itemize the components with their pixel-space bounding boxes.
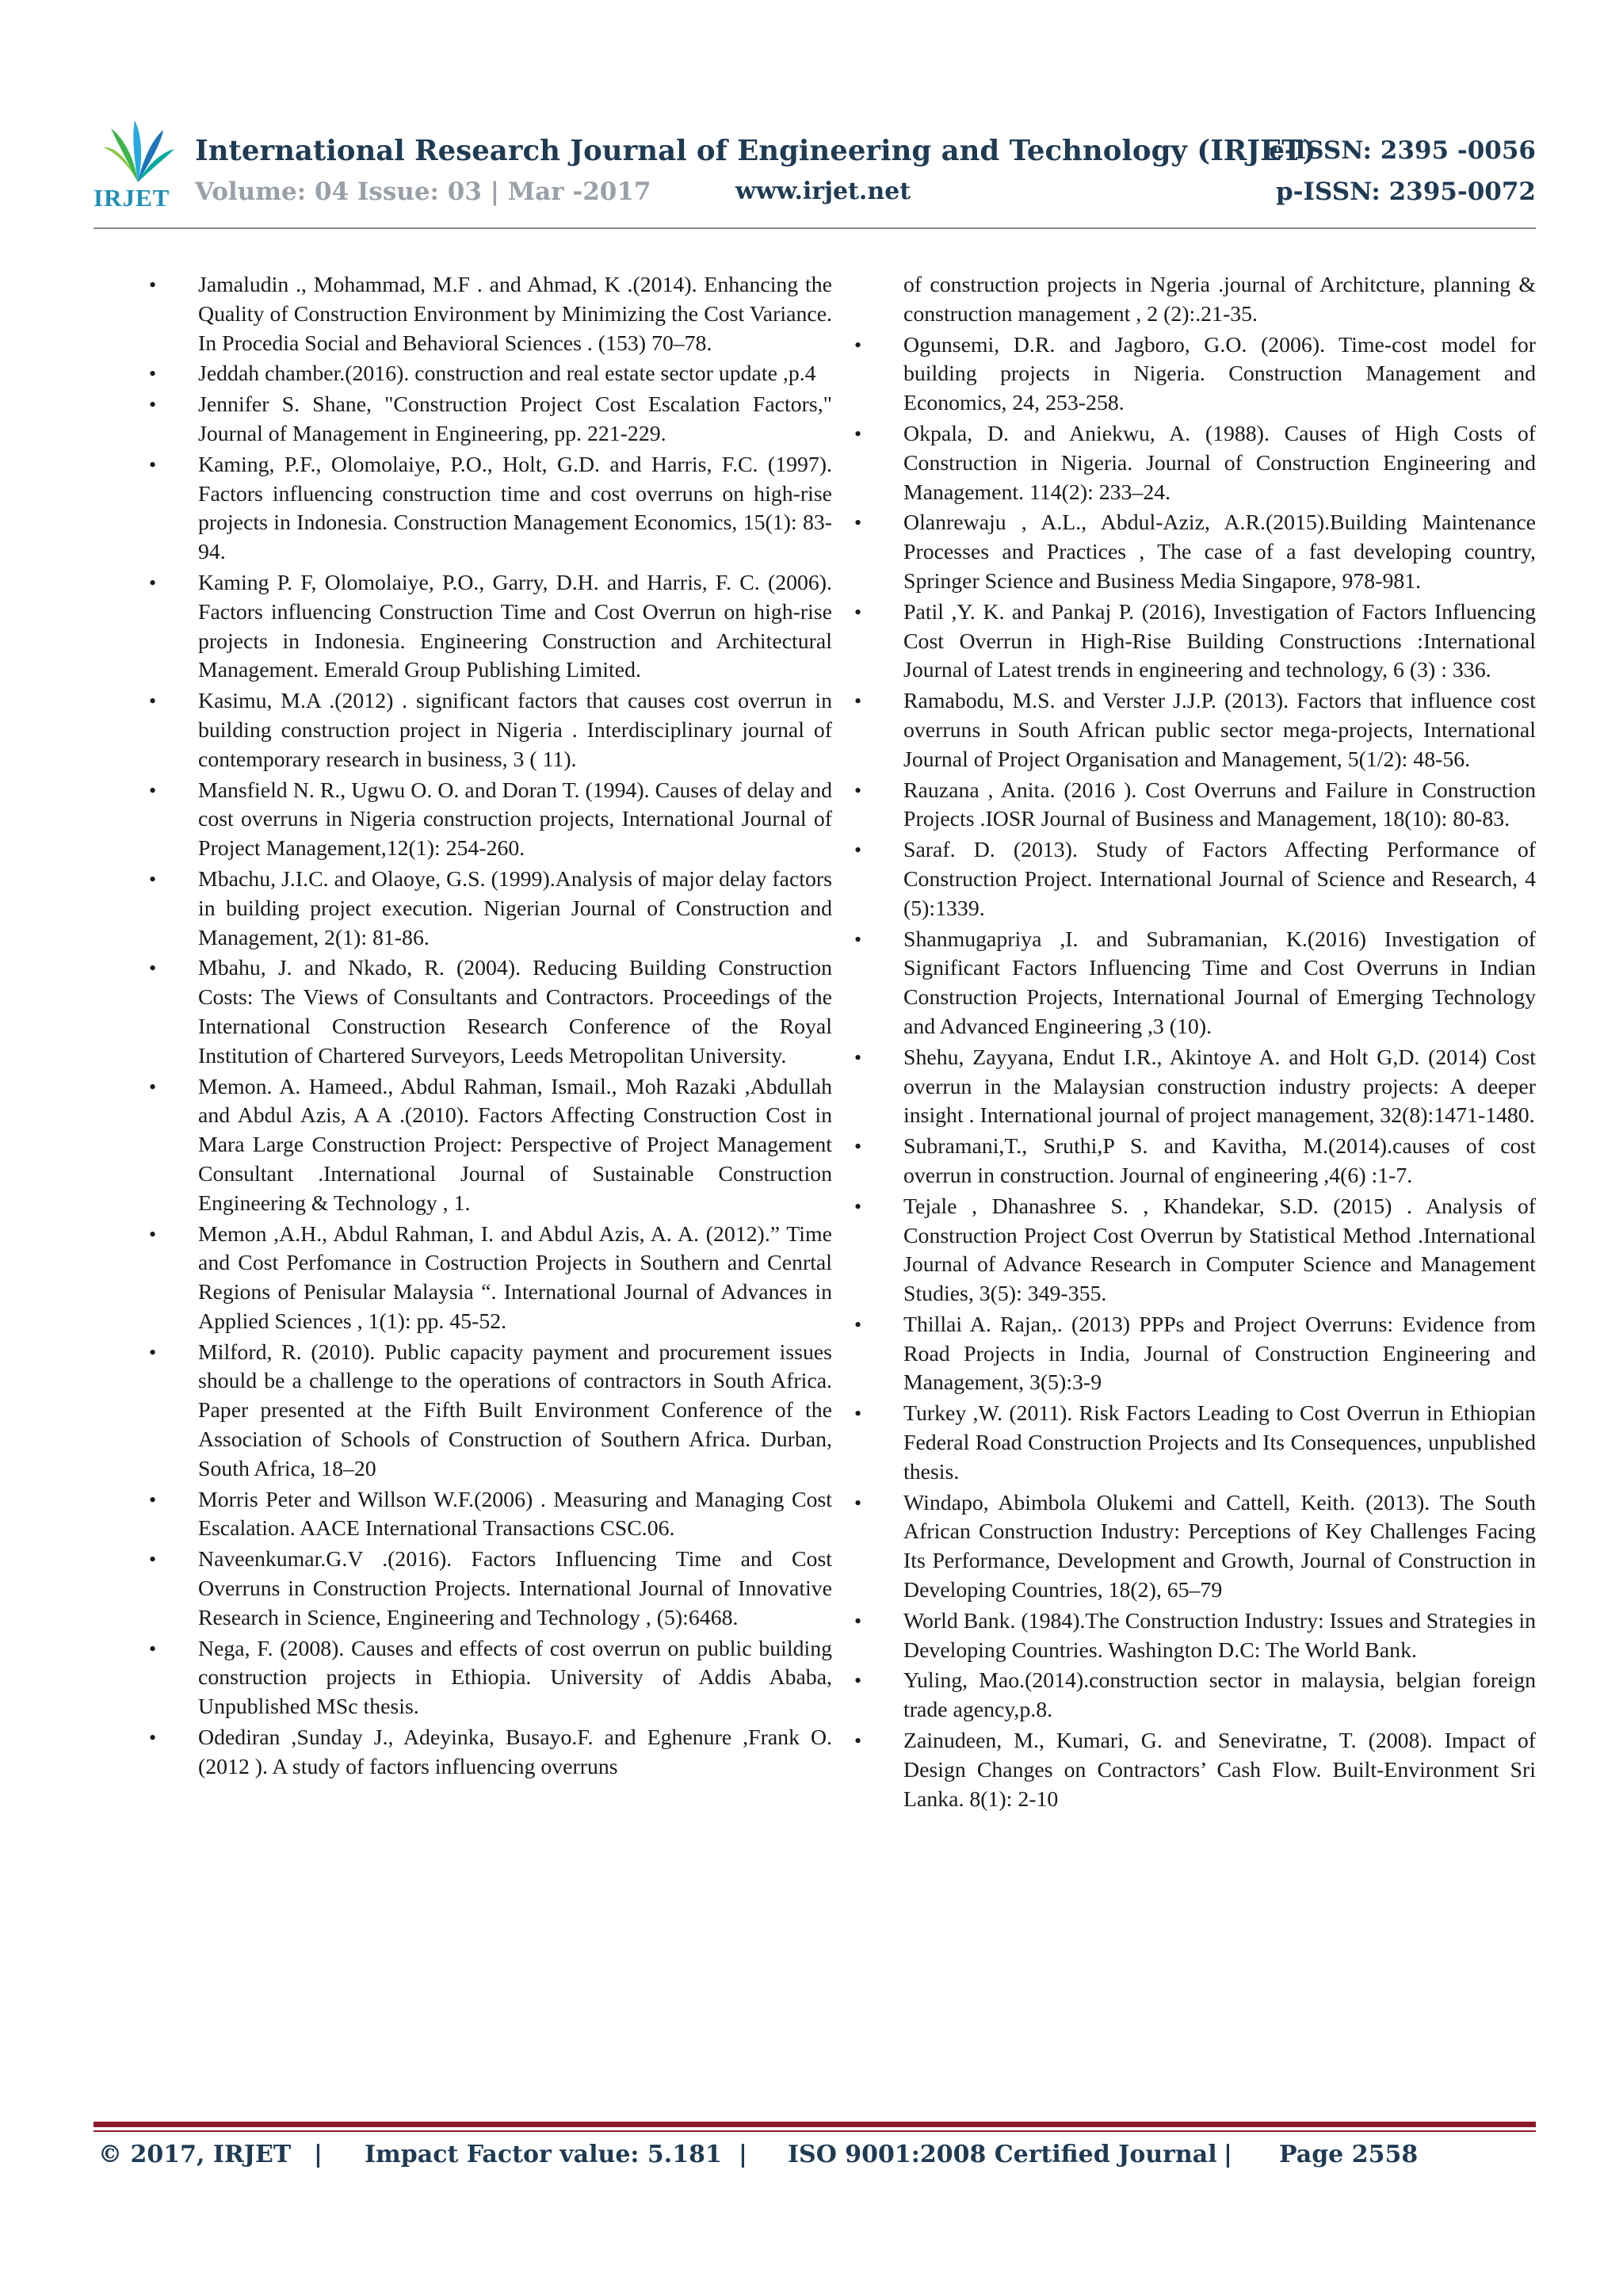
reference-item: • Windapo, Abimbola Olukemi and Cattell, Keith. (2013). The South African Construction Industry: Perceptions of Key Challenges Facing Its Performance, Development and Growth, Journal of Construction in Developing Countries, 18(2), 65–79 (840, 1489, 1536, 1606)
reference-item: • Shanmugapriya ,I. and Subramanian, K.(2016) Investigation of Significant Factors Influencing Time and Cost Overruns in Indian Construction Projects, International Journal of Emerging Technology and Advanced Engineering ,3 (10). (840, 926, 1536, 1042)
reference-item: • Jennifer S. Shane, "Construction Project Cost Escalation Factors," Journal of Management in Engineering, pp. 221-229. (135, 391, 832, 449)
reference-item: • Yuling, Mao.(2014).construction sector in malaysia, belgian foreign trade agency,p.8. (840, 1667, 1536, 1725)
reference-item: • Nega, F. (2008). Causes and effects of cost overrun on public building construction projects in Ethiopia. University of Addis Ababa, Unpublished MSc thesis. (135, 1635, 832, 1722)
reference-item: • Shehu, Zayyana, Endut I.R., Akintoye A. and Holt G,D. (2014) Cost overrun in the Malaysian construction industry projects: A deeper insight . International journal of project management, 32(8):1471-1480. (840, 1044, 1536, 1131)
reference-item: • Kasimu, M.A .(2012) . significant factors that causes cost overrun in building construction project in Nigeria . Interdisciplinary journal of contemporary research in business, 3 ( 11). (135, 687, 832, 774)
reference-item: • Kaming, P.F., Olomolaiye, P.O., Holt, G.D. and Harris, F.C. (1997). Factors influencing construction time and cost overruns on high-rise projects in Indonesia. Construction Management Economics, 15(1): 83-94. (135, 451, 832, 567)
footer-separator: | (739, 2141, 747, 2168)
footer-separator: | (1224, 2141, 1232, 2168)
reference-item: • Patil ,Y. K. and Pankaj P. (2016), Investigation of Factors Influencing Cost Overrun in High-Rise Building Constructions :International Journal of Latest trends in engineering and technology, 6 (3) : 336. (840, 598, 1536, 686)
reference-item: • Kaming P. F, Olomolaiye, P.O., Garry, D.H. and Harris, F. C. (2006). Factors influencing Construction Time and Cost Overrun on high-rise projects in Indonesia. Engineering Construction and Architectural Management. Emerald Group Publishing Limited. (135, 569, 832, 686)
reference-item: • Turkey ,W. (2011). Risk Factors Leading to Cost Overrun in Ethiopian Federal Road Construction Projects and Its Consequences, unpublished thesis. (840, 1400, 1536, 1487)
reference-continuation: of construction projects in Ngeria .journal of Architcture, planning & construction management , 2 (2):.21-35. (903, 273, 1536, 327)
reference-item: • Morris Peter and Willson W.F.(2006) . Measuring and Managing Cost Escalation. AACE International Transactions CSC.06. (135, 1486, 832, 1545)
reference-item: • Thillai A. Rajan,. (2013) PPPs and Project Overruns: Evidence from Road Projects in India, Journal of Construction Engineering and Management, 3(5):3-9 (840, 1311, 1536, 1398)
volume-issue: Volume: 04 Issue: 03 | Mar -2017 (195, 178, 651, 206)
references-right-column (840, 271, 1536, 1816)
journal-title: International Research Journal of Engineering and Technology (IRJET) (195, 135, 1316, 167)
references-left-column (135, 271, 832, 1784)
irjet-logo (94, 119, 182, 214)
reference-item: • Zainudeen, M., Kumari, G. and Seneviratne, T. (2008). Impact of Design Changes on Contractors’ Cash Flow. Built-Environment Sri Lanka. 8(1): 2-10 (840, 1727, 1536, 1814)
footer-iso-certification: ISO 9001:2008 Certified Journal (788, 2141, 1217, 2168)
reference-item: • Mbahu, J. and Nkado, R. (2004). Reducing Building Construction Costs: The Views of Consultants and Contractors. Proceedings of the International Construction Research Conference of the Royal Institution of Chartered Surveyors, Leeds Metropolitan University. (135, 954, 832, 1071)
page-footer (98, 2141, 1445, 2176)
header-divider (94, 227, 1536, 229)
reference-item: • Rauzana , Anita. (2016 ). Cost Overruns and Failure in Construction Projects .IOSR Journal of Business and Management, 18(10): 80-83. (840, 777, 1536, 835)
p-issn: p-ISSN: 2395-0072 (1275, 178, 1536, 206)
reference-item: • Subramani,T., Sruthi,P S. and Kavitha, M.(2014).causes of cost overrun in construction. Journal of engineering ,4(6) :1-7. (840, 1133, 1536, 1191)
e-issn: e-ISSN: 2395 -0056 (1269, 136, 1536, 165)
reference-item: • Olanrewaju , A.L., Abdul-Aziz, A.R.(2015).Building Maintenance Processes and Practices , The case of a fast developing country, Springer Science and Business Media Singapore, 978-981. (840, 509, 1536, 596)
footer-divider-thin (94, 2130, 1536, 2132)
logo-text: IRJET (94, 184, 170, 212)
reference-item: • Memon. A. Hameed., Abdul Rahman, Ismail., Moh Razaki ,Abdullah and Abdul Azis, A A .(2010). Factors Affecting Construction Cost in Mara Large Construction Project: Perspective of Project Management Consultant .International Journal of Sustainable Construction Engineering & Technology , 1. (135, 1073, 832, 1219)
reference-item: • Tejale , Dhanashree S. , Khandekar, S.D. (2015) . Analysis of Construction Project Cost Overrun by Statistical Method .International Journal of Advance Research in Computer Science and Management Studies, 3(5): 349-355. (840, 1193, 1536, 1309)
reference-item: • Jeddah chamber.(2016). construction and real estate sector update ,p.4 (135, 360, 832, 389)
reference-item: • Saraf. D. (2013). Study of Factors Affecting Performance of Construction Project. International Journal of Science and Research, 4 (5):1339. (840, 836, 1536, 923)
reference-item: • Milford, R. (2010). Public capacity payment and procurement issues should be a challenge to the operations of contractors in South Africa. Paper presented at the Fifth Built Environment Conference of the Association of Schools of Construction of Southern Africa. Durban, South Africa, 18–20 (135, 1339, 832, 1484)
footer-divider-thick (94, 2122, 1536, 2127)
reference-item: • Ogunsemi, D.R. and Jagboro, G.O. (2006). Time-cost model for building projects in Nigeria. Construction Management and Economics, 24, 253-258. (840, 331, 1536, 418)
reference-item: • World Bank. (1984).The Construction Industry: Issues and Strategies in Developing Countries. Washington D.C: The World Bank. (840, 1607, 1536, 1666)
reference-item: • Memon ,A.H., Abdul Rahman, I. and Abdul Azis, A. A. (2012).” Time and Cost Perfomance in Costruction Projects in Southern and Cenrtal Regions of Penisular Malaysia “. International Journal of Advances in Applied Sciences , 1(1): pp. 45-52. (135, 1221, 832, 1337)
footer-separator: | (314, 2141, 323, 2168)
journal-website-link[interactable]: www.irjet.net (735, 178, 911, 205)
footer-copyright: © 2017, IRJET (98, 2141, 292, 2168)
footer-impact-factor: Impact Factor value: 5.181 (365, 2141, 722, 2168)
reference-item: • Okpala, D. and Aniekwu, A. (1988). Causes of High Costs of Construction in Nigeria. Journal of Construction Engineering and Management. 114(2): 233–24. (840, 420, 1536, 507)
reference-item: • Jamaludin ., Mohammad, M.F . and Ahmad, K .(2014). Enhancing the Quality of Construction Environment by Minimizing the Cost Variance. In Procedia Social and Behavioral Sciences . (153) 70–78. (135, 271, 832, 358)
leaf-fan-icon (98, 119, 178, 185)
reference-item: • Odediran ,Sunday J., Adeyinka, Busayo.F. and Eghenure ,Frank O.(2012 ). A study of factors influencing overruns (135, 1724, 832, 1782)
reference-item: • Mbachu, J.I.C. and Olaoye, G.S. (1999).Analysis of major delay factors in building project execution. Nigerian Journal of Construction and Management, 2(1): 81-86. (135, 865, 832, 953)
footer-page-number: Page 2558 (1279, 2141, 1419, 2168)
reference-item: • Mansfield N. R., Ugwu O. O. and Doran T. (1994). Causes of delay and cost overruns in Nigeria construction projects, International Journal of Project Management,12(1): 254-260. (135, 777, 832, 864)
page-header (94, 119, 1536, 220)
reference-item: • Naveenkumar.G.V .(2016). Factors Influencing Time and Cost Overruns in Construction Projects. International Journal of Innovative Research in Science, Engineering and Technology , (5):6468. (135, 1545, 832, 1633)
reference-item: • Ramabodu, M.S. and Verster J.J.P. (2013). Factors that influence cost overruns in South African public sector mega-projects, International Journal of Project Organisation and Management, 5(1/2): 48-56. (840, 687, 1536, 774)
